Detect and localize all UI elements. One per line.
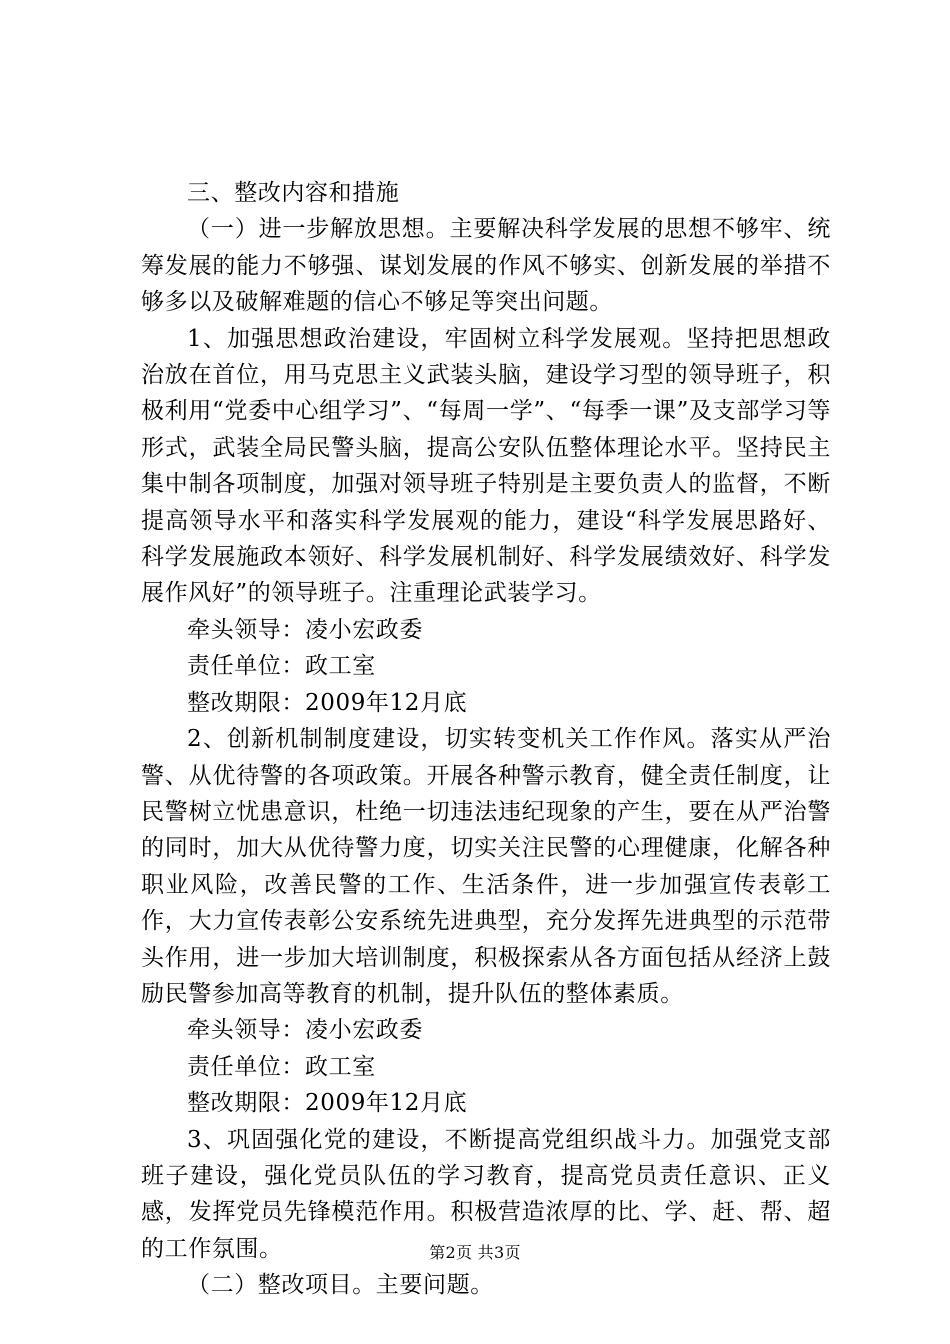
deadline-line: 整改期限：2009年12月底 [187, 689, 468, 716]
lead-leader-line: 牵头领导：凌小宏政委 [187, 1017, 423, 1044]
document-body [141, 175, 831, 1304]
measure-paragraph: 1、加强思想政治建设，牢固树立科学发展观。坚持把思想政治放在首位，用马克思主义武装头脑，建设学习型的领导班子，积极利用“党委中心组学习”、“每周一学”、“每季一课”及支部学习等形式，武装全局民警头脑，提高公安队伍整体理论水平。坚持民主集中制各项制度，加强对领导班子特别是主要负责人的监督，不断提高领导水平和落实科学发展观的能力，建设“科学发展思路好、科学发展施政本领好、科学发展机制好、科学发展绩效好、科学发展作风好”的领导班子。注重理论武装学习。 [141, 325, 831, 607]
deadline-line: 整改期限：2009年12月底 [187, 1090, 468, 1117]
subsection-paragraph: （二）整改项目。主要问题。 [187, 1272, 494, 1299]
lead-leader-line: 牵头领导：凌小宏政委 [187, 616, 423, 643]
section-heading: 三、整改内容和措施 [187, 180, 400, 206]
subsection-paragraph: （一）进一步解放思想。主要解决科学发展的思想不够牢、统筹发展的能力不够强、谋划发展的作风不够实、创新发展的举措不够多以及破解难题的信心不够足等突出问题。 [141, 216, 831, 316]
page-footer: 第2页 共3页 [429, 1243, 521, 1262]
measure-paragraph: 2、创新机制制度建设，切实转变机关工作作风。落实从严治警、从优待警的各项政策。开展各种警示教育，健全责任制度，让民警树立忧患意识，杜绝一切违法违纪现象的产生，要在从严治警的同时，加大从优待警力度，切实关注民警的心理健康，化解各种职业风险，改善民警的工作、生活条件，进一步加强宣传表彰工作，大力宣传表彰公安系统先进典型，充分发挥先进典型的示范带头作用，进一步加大培训制度，积极探索从各方面包括从经济上鼓励民警参加高等教育的机制，提升队伍的整体素质。 [141, 726, 831, 1007]
responsible-unit-line: 责任单位：政工室 [187, 653, 376, 680]
measure-paragraph: 3、巩固强化党的建设，不断提高党组织战斗力。加强党支部班子建设，强化党员队伍的学习教育，提高党员责任意识、正义感，发挥党员先锋模范作用。积极营造浓厚的比、学、赶、帮、超的工作氛围。 [141, 1126, 831, 1262]
responsible-unit-line: 责任单位：政工室 [187, 1053, 376, 1080]
